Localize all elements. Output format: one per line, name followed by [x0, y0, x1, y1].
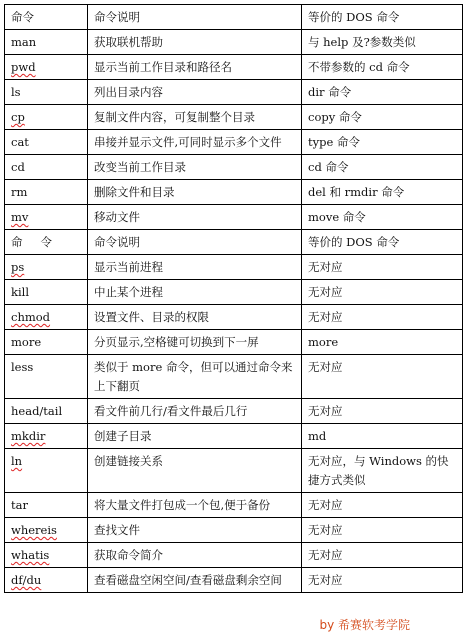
- dos-equivalent: md: [302, 424, 463, 449]
- command-name: mkdir: [11, 429, 46, 443]
- command-name: ls: [5, 80, 88, 105]
- command-description: 类似于 more 命令，但可以通过命令来上下翻页: [88, 355, 302, 399]
- table-row: [5, 205, 463, 230]
- command-description: 获取命令简介: [88, 543, 302, 568]
- command-description: 将大量文件打包成一个包,便于备份: [88, 493, 302, 518]
- command-description: 移动文件: [88, 205, 302, 230]
- command-name: man: [5, 30, 88, 55]
- command-name: tar: [5, 493, 88, 518]
- command-name: pwd: [11, 60, 36, 74]
- command-description: 创建链接关系: [88, 449, 302, 493]
- table-row: [5, 105, 463, 130]
- command-name: cp: [11, 110, 25, 124]
- command-description: 列出目录内容: [88, 80, 302, 105]
- table-row: [5, 80, 463, 105]
- command-description: 串接并显示文件,可同时显示多个文件: [88, 130, 302, 155]
- dos-equivalent: copy 命令: [302, 105, 463, 130]
- command-description: 查看磁盘空闲空间/查看磁盘剩余空间: [88, 568, 302, 593]
- dos-equivalent: 无对应: [302, 568, 463, 593]
- command-name: ps: [11, 260, 25, 274]
- table-row: [5, 330, 463, 355]
- table-row: [5, 305, 463, 330]
- command-description: 显示当前工作目录和路径名: [88, 55, 302, 80]
- dos-equivalent: cd 命令: [302, 155, 463, 180]
- dos-equivalent: 与 help 及?参数类似: [302, 30, 463, 55]
- table-header-row: [5, 5, 463, 30]
- table-row: [5, 543, 463, 568]
- command-name: mv: [11, 210, 29, 224]
- table-row: [5, 30, 463, 55]
- command-name: kill: [5, 280, 88, 305]
- command-name: cat: [5, 130, 88, 155]
- dos-equivalent: 不带参数的 cd 命令: [302, 55, 463, 80]
- dos-equivalent: 无对应: [302, 280, 463, 305]
- command-description: 复制文件内容，可复制整个目录: [88, 105, 302, 130]
- command-name: less: [5, 355, 88, 399]
- header-command: 命令: [5, 5, 88, 30]
- header-command: 命令: [11, 235, 70, 249]
- command-description: 中止某个进程: [88, 280, 302, 305]
- dos-equivalent: more: [302, 330, 463, 355]
- command-name: whatis: [11, 548, 50, 562]
- table-row: [5, 355, 463, 399]
- dos-equivalent: type 命令: [302, 130, 463, 155]
- command-description: 改变当前工作目录: [88, 155, 302, 180]
- dos-equivalent: move 命令: [302, 205, 463, 230]
- table-row: [5, 180, 463, 205]
- table-row: [5, 424, 463, 449]
- dos-equivalent: 无对应: [302, 355, 463, 399]
- command-name: whereis: [11, 523, 57, 537]
- command-name: rm: [5, 180, 88, 205]
- table-row: [5, 568, 463, 593]
- dos-equivalent: 无对应: [302, 255, 463, 280]
- command-description: 查找文件: [88, 518, 302, 543]
- command-name: more: [5, 330, 88, 355]
- header-description: 命令说明: [88, 5, 302, 30]
- table-row: [5, 255, 463, 280]
- table-row: [5, 399, 463, 424]
- command-description: 获取联机帮助: [88, 30, 302, 55]
- command-name: df/du: [11, 573, 42, 587]
- dos-equivalent: 无对应: [302, 305, 463, 330]
- header-dos: 等价的 DOS 命令: [302, 5, 463, 30]
- table-row: [5, 493, 463, 518]
- table-header-row-repeat: [5, 230, 463, 255]
- command-description: 看文件前几行/看文件最后几行: [88, 399, 302, 424]
- dos-equivalent: del 和 rmdir 命令: [302, 180, 463, 205]
- command-description: 删除文件和目录: [88, 180, 302, 205]
- table-row: [5, 280, 463, 305]
- command-description: 分页显示,空格键可切换到下一屏: [88, 330, 302, 355]
- command-description: 设置文件、目录的权限: [88, 305, 302, 330]
- command-name: cd: [5, 155, 88, 180]
- table-row: [5, 55, 463, 80]
- table-row: [5, 130, 463, 155]
- command-description: 显示当前进程: [88, 255, 302, 280]
- table-row: [5, 449, 463, 493]
- command-name: ln: [11, 454, 23, 468]
- watermark-text: by 希赛软考学院: [319, 618, 410, 632]
- table-row: [5, 518, 463, 543]
- header-dos: 等价的 DOS 命令: [302, 230, 463, 255]
- dos-equivalent: 无对应，与 Windows 的快捷方式类似: [302, 449, 463, 493]
- dos-equivalent: 无对应: [302, 493, 463, 518]
- command-table: [4, 4, 463, 593]
- dos-equivalent: 无对应: [302, 518, 463, 543]
- table-row: [5, 155, 463, 180]
- command-name: head/tail: [5, 399, 88, 424]
- dos-equivalent: dir 命令: [302, 80, 463, 105]
- command-description: 创建子目录: [88, 424, 302, 449]
- command-name: chmod: [11, 310, 51, 324]
- dos-equivalent: 无对应: [302, 543, 463, 568]
- header-description: 命令说明: [88, 230, 302, 255]
- dos-equivalent: 无对应: [302, 399, 463, 424]
